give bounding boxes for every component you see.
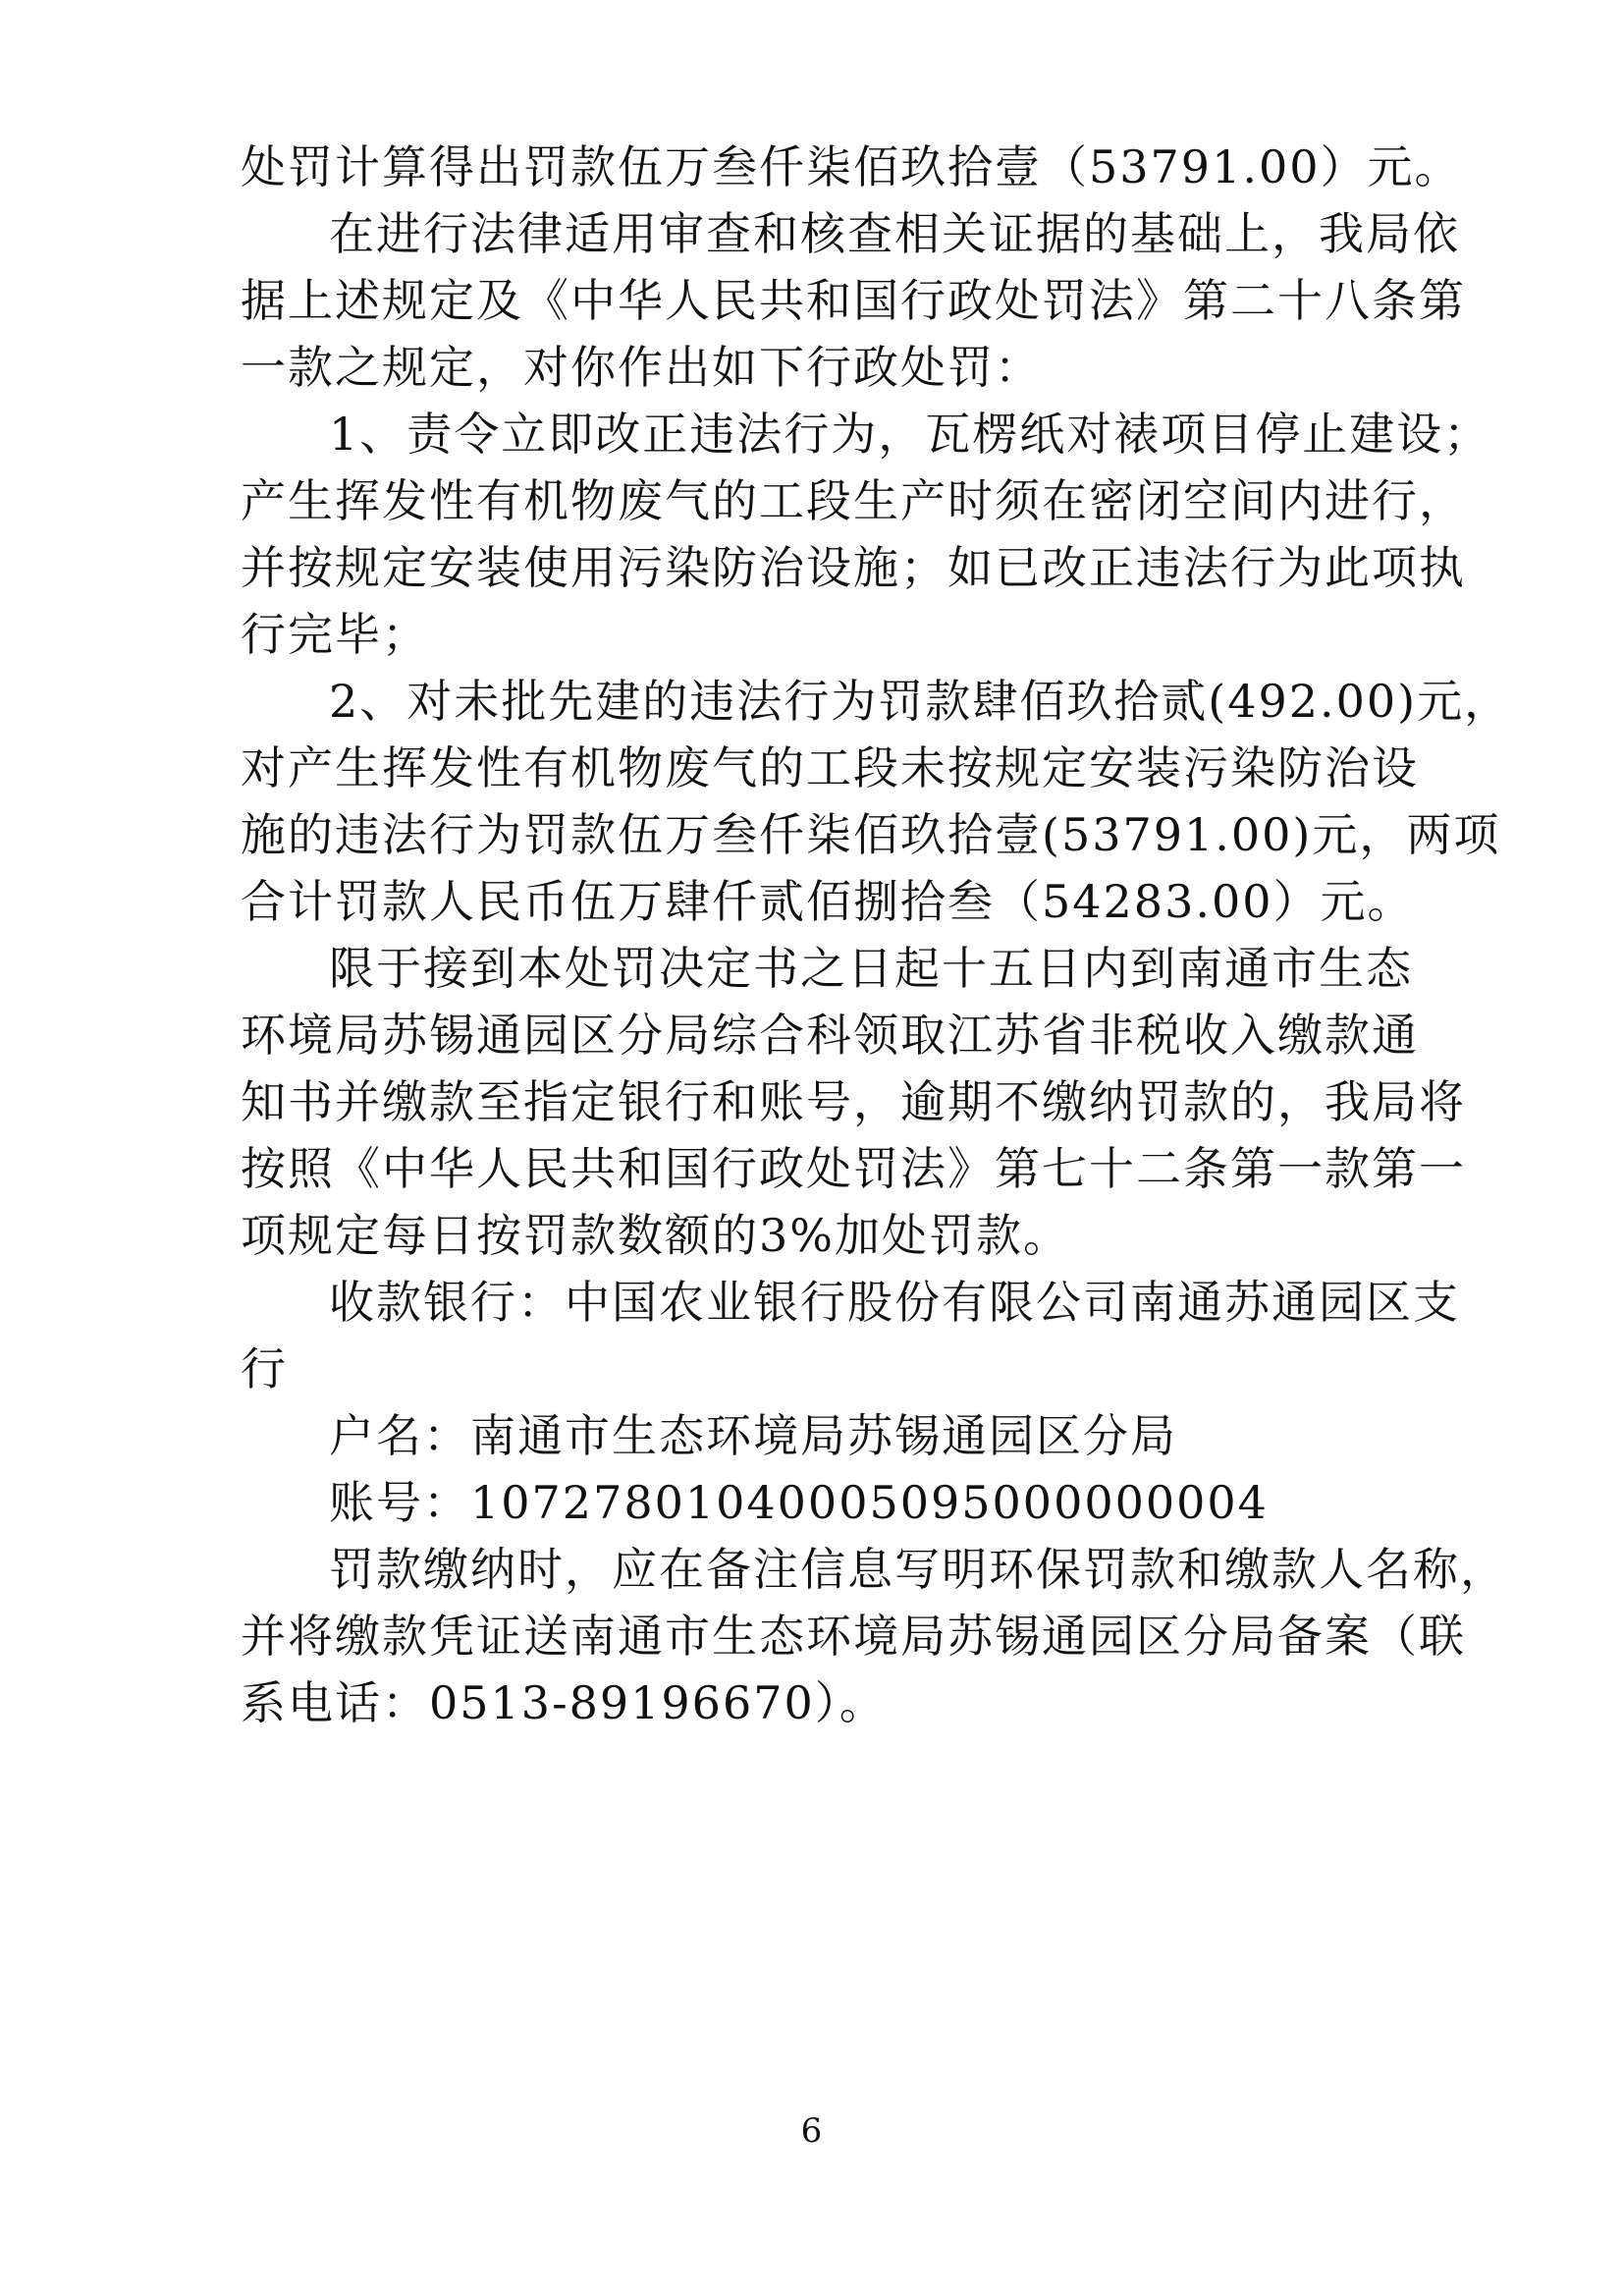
text-line: 行 [241, 1342, 288, 1395]
text-line: 据上述规定及《中华人民共和国行政处罚法》第二十八条第 [241, 274, 1466, 327]
text-line: 处罚计算得出罚款伍万叁仟柒佰玖拾壹（53791.00）元。 [241, 140, 1462, 193]
text-line: 罚款缴纳时，应在备注信息写明环保罚款和缴款人名称， [329, 1543, 1507, 1596]
text-line: 项规定每日按罚款数额的3%加处罚款。 [241, 1209, 1070, 1262]
text-line: 并将缴款凭证送南通市生态环境局苏锡通园区分局备案（联 [241, 1610, 1466, 1663]
text-line: 在进行法律适用审查和核查相关证据的基础上，我局依 [329, 207, 1460, 260]
text-line: 户名：南通市生态环境局苏锡通园区分局 [329, 1409, 1177, 1462]
text-line: 行完毕； [241, 608, 429, 661]
text-line: 环境局苏锡通园区分局综合科领取江苏省非税收入缴款通 [241, 1009, 1419, 1062]
text-line: 账号：10727801040005095000000004 [329, 1476, 1269, 1529]
text-line: 一款之规定，对你作出如下行政处罚： [241, 341, 1042, 394]
text-line: 知书并缴款至指定银行和账号，逾期不缴纳罚款的，我局将 [241, 1075, 1466, 1128]
text-line: 系电话：0513-89196670）。 [241, 1676, 887, 1729]
text-line: 施的违法行为罚款伍万叁仟柒佰玖拾壹(53791.00)元，两项 [241, 808, 1501, 861]
text-line: 限于接到本处罚决定书之日起十五日内到南通市生态 [329, 942, 1413, 995]
text-line: 合计罚款人民币伍万肆仟贰佰捌拾叁（54283.00）元。 [241, 875, 1415, 928]
text-line: 产生挥发性有机物废气的工段生产时须在密闭空间内进行， [241, 474, 1466, 527]
text-line: 2、对未批先建的违法行为罚款肆佰玖拾贰(492.00)元， [329, 675, 1512, 728]
text-line: 并按规定安装使用污染防治设施；如已改正违法行为此项执 [241, 541, 1466, 594]
text-line: 收款银行：中国农业银行股份有限公司南通苏通园区支 [329, 1276, 1460, 1329]
text-line: 对产生挥发性有机物废气的工段未按规定安装污染防治设 [241, 741, 1419, 794]
text-line: 1、责令立即改正违法行为，瓦楞纸对裱项目停止建设； [329, 408, 1491, 461]
text-line: 按照《中华人民共和国行政处罚法》第七十二条第一款第一 [241, 1142, 1466, 1195]
page-number: 6 [800, 2111, 823, 2151]
